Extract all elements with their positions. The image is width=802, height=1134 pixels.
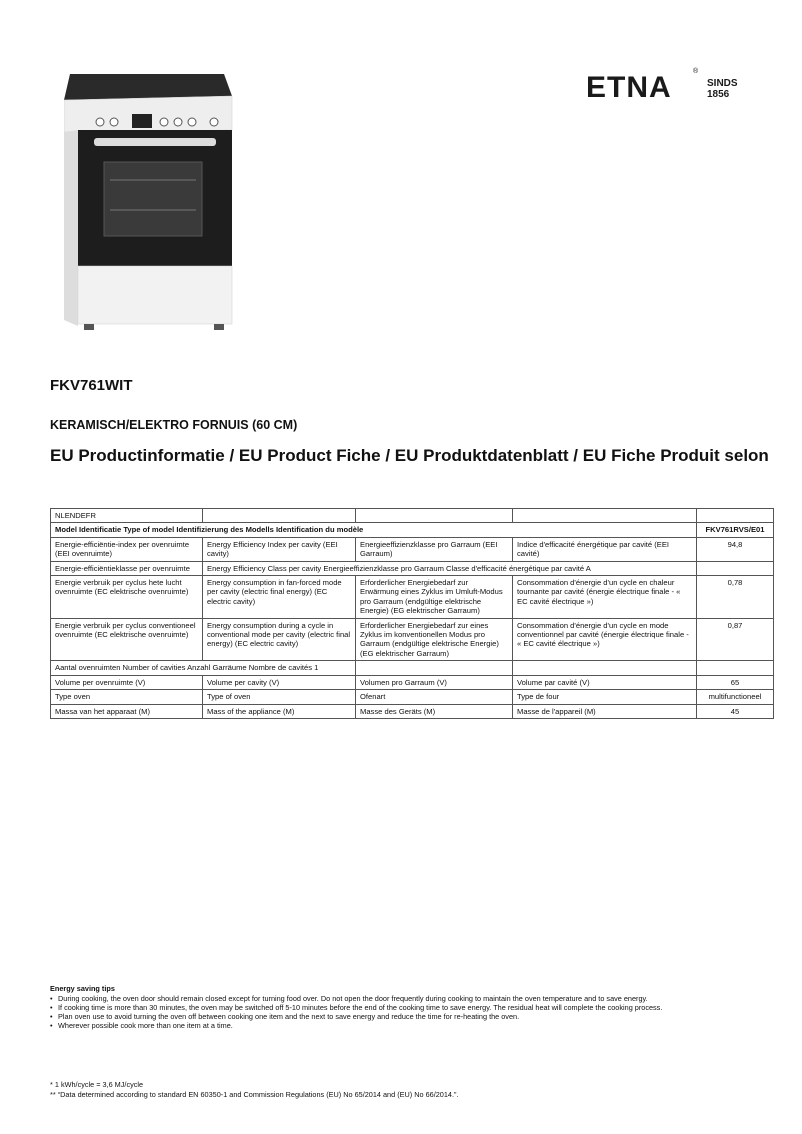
registered-mark: ® [693, 68, 699, 75]
table-row [51, 509, 774, 523]
model-identification-value: FKV761RVS/E01 [697, 523, 774, 537]
brand-since: SINDS 1856 [707, 78, 738, 100]
table-row: Energie verbruik per cyclus hete lucht ovenruimte (EC elektrische ovenruimte) Energy consumption in fan-forced mode per cavity (electric final energy) (EC electric cavity) Erforderlicher Energiebedarf zur Erwärmung eines Zyklus im Umluft-Modus pro Garraum (endgültige elektrische Energie) (EG elektrischer Garraum) Consommation d'énergie d'un cycle en chaleur tournante par cavité (énergie électrique finale - « EC cavité électrique ») 0,78 [51, 576, 774, 619]
etna-logo [586, 70, 746, 110]
tips-title: Energy saving tips [50, 984, 115, 993]
list-item: • Plan oven use to avoid turning the oven off between cooking one item and the next to save energy and reduce the time for re-heating the oven. [50, 1012, 670, 1021]
product-subtitle: KERAMISCH/ELEKTRO FORNUIS (60 CM) [50, 418, 298, 432]
product-fiche-table [50, 508, 774, 719]
language-header: NLENDEFR [51, 509, 203, 523]
table-row: Energie verbruik per cyclus conventioneel ovenruimte (EC elektrische ovenruimte) Energy consumption during a cycle in conventional mode per cavity (electric final energy) (EC electric cavity) Erforderlicher Energiebedarf zur eines Zyklus im konventionellen Modus pro Garraum (endgültige elektrische Energie) (EG elektrischer Garraum) Consommation d'énergie d'un cycle en mode conventionnel par cavité (énergie électrique finale - « EC cavité électrique ») 0,87 [51, 618, 774, 661]
list-item: • During cooking, the oven door should remain closed except for turning food over. Do not open the door frequently during cooking to maintain the oven temperature and to save energy. [50, 994, 670, 1003]
model-number: FKV761WIT [50, 377, 133, 394]
brand-wordmark: ETNA [586, 71, 672, 104]
energy-saving-tips [50, 984, 670, 1030]
table-row: Volume per ovenruimte (V) Volume per cavity (V) Volumen pro Garraum (V) Volume par cavité (V) 65 [51, 675, 774, 689]
list-item: • If cooking time is more than 30 minutes, the oven may be switched off 5-10 minutes before the end of the cooking time to save energy. The residual heat will complete the cooking process. [50, 1003, 670, 1012]
table-row: Aantal ovenruimten Number of cavities Anzahl Garräume Nombre de cavités 1 [51, 661, 774, 675]
footnote: ** “Data determined according to standard EN 60350-1 and Commission Regulations (EU) No 65/2014 and (EU) No 66/2014.”. [50, 1090, 459, 1099]
table-row [51, 523, 774, 537]
table-row: Energie-efficiëntie-index per ovenruimte (EEI ovenruimte) Energy Efficiency Index per cavity (EEI cavity) Energieeffizienzklasse pro Garraum (EEI Garraum) Indice d'efficacité énergétique par cavité (EEI cavité) 94,8 [51, 537, 774, 561]
table-row: Massa van het apparaat (M) Mass of the appliance (M) Masse des Geräts (M) Masse de l'appareil (M) 45 [51, 704, 774, 718]
table-row: Type oven Type of oven Ofenart Type de four multifunctioneel [51, 690, 774, 704]
fiche-heading: EU Productinformatie / EU Product Fiche / EU Produktdatenblatt / EU Fiche Produit selon [50, 446, 769, 465]
table-row: Energie-efficiëntieklasse per ovenruimte Energy Efficiency Class per cavity Energieeffizienzklasse pro Garraum Classe d'efficacité énergétique par cavité A [51, 561, 774, 575]
cooker-image [64, 70, 236, 332]
tips-list [50, 994, 670, 1030]
model-identification-label: Model Identificatie Type of model Identifizierung des Modells Identification du modèle [51, 523, 697, 537]
footnotes [50, 1080, 458, 1100]
list-item: • Wherever possible cook more than one item at a time. [50, 1021, 670, 1030]
footnote: * 1 kWh/cycle = 3,6 MJ/cycle [50, 1080, 144, 1089]
